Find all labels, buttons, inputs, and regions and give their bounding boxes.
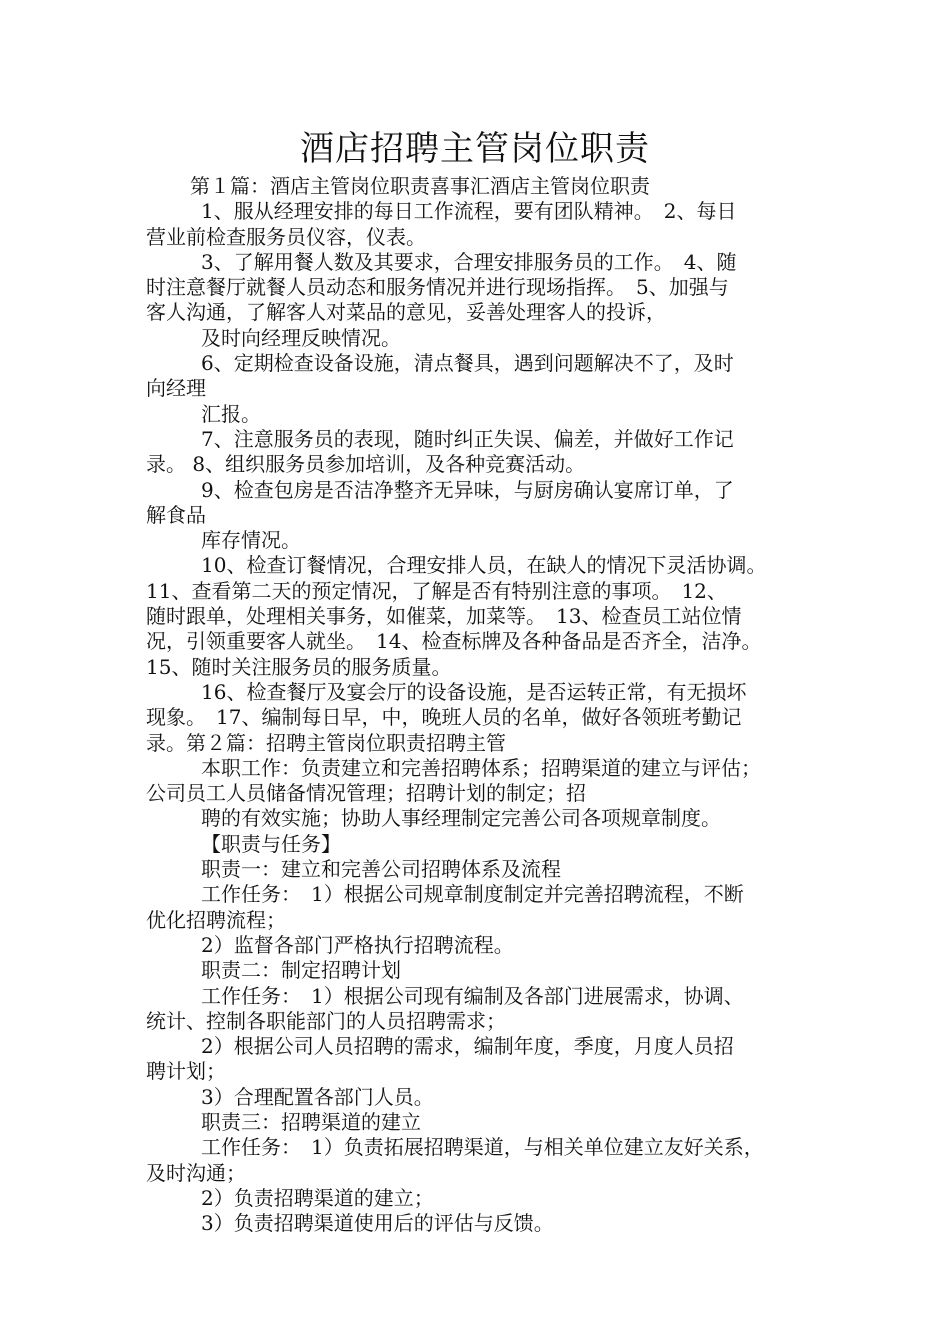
body-line: 1、服从经理安排的每日工作流程，要有团队精神。 2、每日	[201, 199, 737, 224]
body-line: 10、检查订餐情况，合理安排人员，在缺人的情况下灵活协调。	[201, 553, 767, 578]
body-line: 2）负责招聘渠道的建立；	[201, 1185, 434, 1210]
body-line: 16、检查餐厅及宴会厅的设备设施，是否运转正常，有无损坏	[201, 679, 747, 704]
body-line: 录。 8、组织服务员参加培训，及各种竞赛活动。	[146, 452, 586, 477]
duty-heading: 职责一：建立和完善公司招聘体系及流程	[201, 857, 561, 882]
body-line: 库存情况。	[201, 528, 301, 553]
body-line: 及时向经理反映情况。	[201, 325, 401, 350]
body-line: 聘计划；	[146, 1059, 226, 1084]
body-line: 优化招聘流程；	[146, 907, 286, 932]
body-line: 现象。 17、编制每日早，中，晚班人员的名单，做好各领班考勤记	[146, 705, 742, 730]
body-line: 3）合理配置各部门人员。	[201, 1084, 434, 1109]
section-subheading: 【职责与任务】	[201, 831, 341, 856]
body-line: 工作任务： 1）根据公司现有编制及各部门进展需求，协调、	[201, 983, 744, 1008]
document-body	[146, 174, 826, 1236]
body-line: 公司员工人员储备情况管理；招聘计划的制定；招	[146, 781, 586, 806]
duty-heading: 职责二：制定招聘计划	[201, 958, 401, 983]
body-line: 3）负责招聘渠道使用后的评估与反馈。	[201, 1211, 554, 1236]
body-line: 6、定期检查设备设施，清点餐具，遇到问题解决不了，及时	[201, 351, 734, 376]
body-line: 统计、控制各职能部门的人员招聘需求；	[146, 1008, 506, 1033]
body-line: 工作任务： 1）根据公司规章制度制定并完善招聘流程，不断	[201, 882, 744, 907]
body-line: 汇报。	[201, 401, 261, 426]
body-line: 9、检查包房是否洁净整齐无异味，与厨房确认宴席订单，了	[201, 477, 734, 502]
duty-heading: 职责三：招聘渠道的建立	[201, 1109, 421, 1134]
body-line: 况，引领重要客人就坐。 14、检查标牌及各种备品是否齐全，洁净。	[146, 629, 762, 654]
body-line: 7、注意服务员的表现，随时纠正失误、偏差，并做好工作记	[201, 426, 734, 451]
body-line: 工作任务： 1）负责拓展招聘渠道，与相关单位建立友好关系，	[201, 1135, 764, 1160]
body-line: 11、查看第二天的预定情况，了解是否有特别注意的事项。 12、	[146, 578, 727, 603]
body-line: 聘的有效实施；协助人事经理制定完善公司各项规章制度。	[201, 806, 721, 831]
body-line: 营业前检查服务员仪容，仪表。	[146, 224, 426, 249]
body-line: 3、了解用餐人数及其要求，合理安排服务员的工作。 4、随	[201, 249, 737, 274]
body-line: 本职工作：负责建立和完善招聘体系；招聘渠道的建立与评估；	[201, 755, 761, 780]
body-line: 及时沟通；	[146, 1160, 246, 1185]
document-title: 酒店招聘主管岗位职责	[300, 129, 650, 169]
section-heading: 第１篇：酒店主管岗位职责喜事汇酒店主管岗位职责	[190, 174, 650, 198]
body-line: 随时跟单，处理相关事务，如催菜，加菜等。 13、检查员工站位情	[146, 604, 742, 629]
body-line: 录。第２篇：招聘主管岗位职责招聘主管	[146, 730, 506, 755]
body-line: 向经理	[146, 376, 206, 401]
body-line: 15、随时关注服务员的服务质量。	[146, 654, 452, 679]
body-line: 2）监督各部门严格执行招聘流程。	[201, 932, 514, 957]
body-line: 时注意餐厅就餐人员动态和服务情况并进行现场指挥。 5、加强与	[146, 275, 729, 300]
body-line: 2）根据公司人员招聘的需求，编制年度，季度，月度人员招	[201, 1034, 734, 1059]
body-line: 客人沟通，了解客人对菜品的意见，妥善处理客人的投诉，	[146, 300, 666, 325]
body-line: 解食品	[146, 502, 206, 527]
